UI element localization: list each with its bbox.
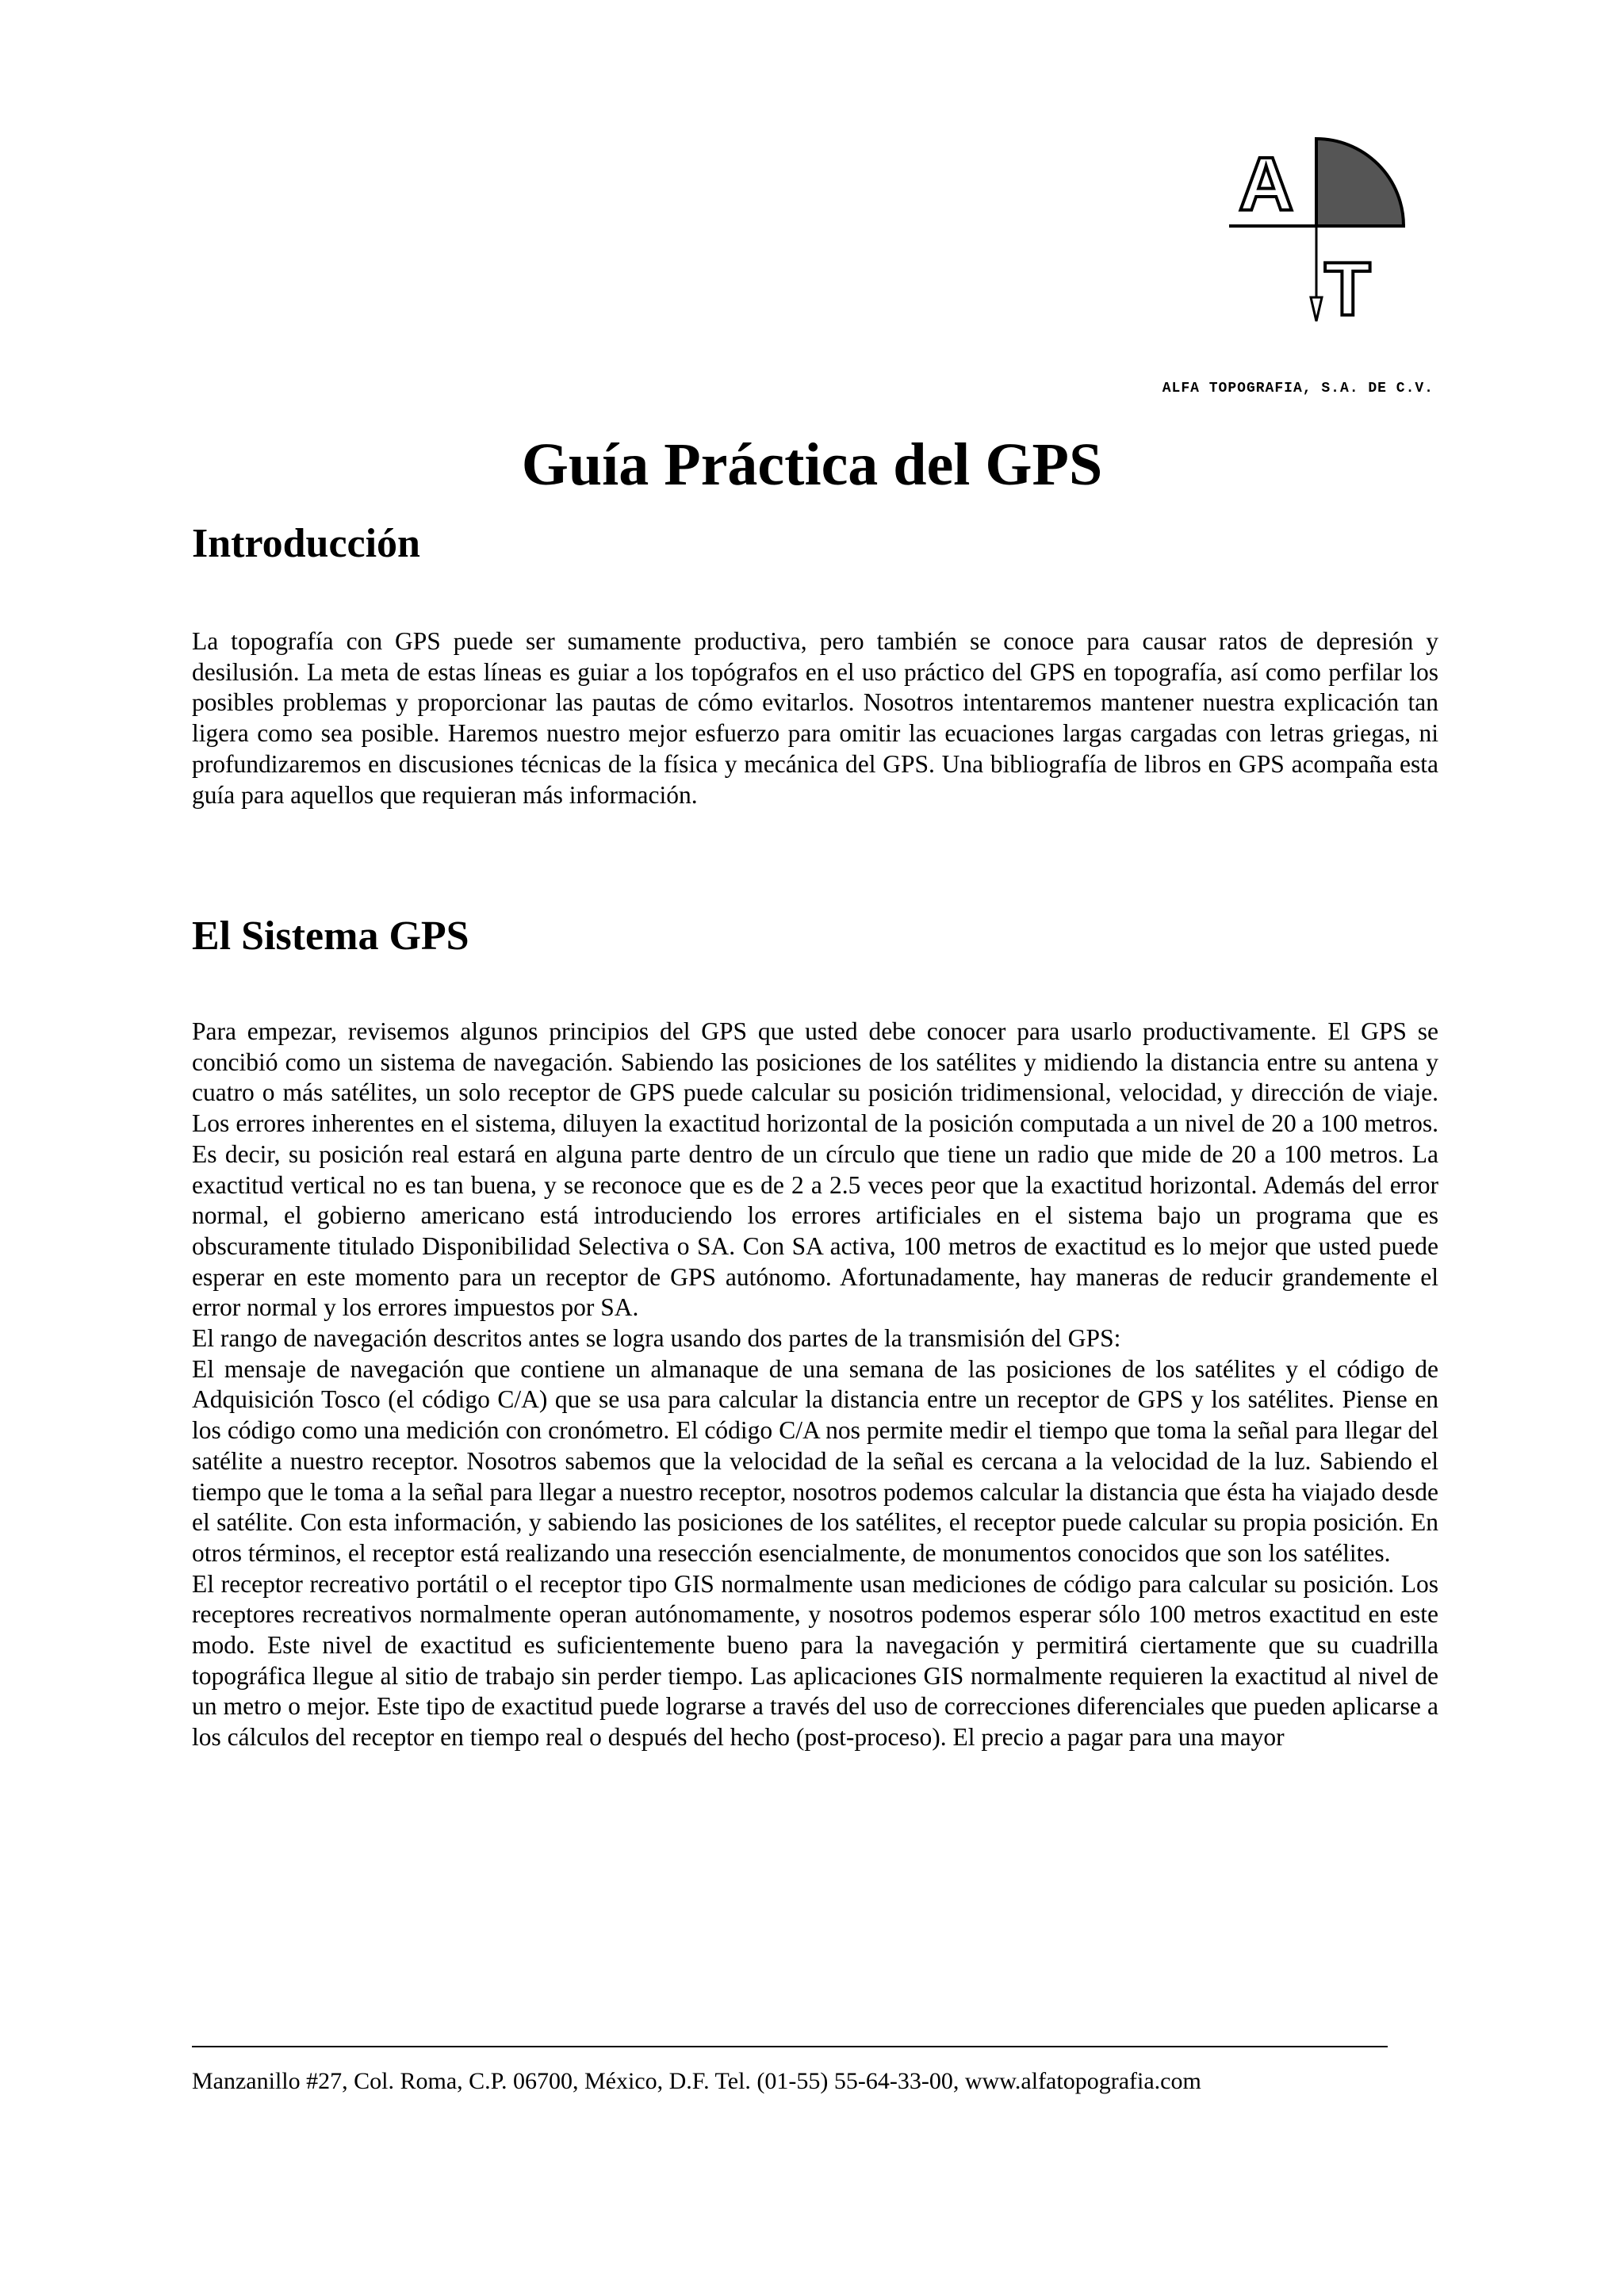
section-heading-sistema: El Sistema GPS (192, 913, 469, 959)
company-name: ALFA TOPOGRAFIA, S.A. DE C.V. (1162, 381, 1434, 396)
page-title: Guía Práctica del GPS (521, 431, 1103, 498)
footer-address: Manzanillo #27, Col. Roma, C.P. 06700, México, D.F. Tel. (01-55) 55-64-33-00, www.alfatopografia.com (192, 2068, 1201, 2094)
section-heading-intro: Introducción (192, 521, 420, 566)
logo-letter-t: T (1324, 247, 1371, 331)
intro-paragraph: La topografía con GPS puede ser sumamente productiva, pero también se conoce para causar ratos de depresión y desilusión. La meta de estas líneas es guiar a los topógrafos en el uso práctico del GPS en topografía, así como perfilar los posibles problemas y proporcionar las pautas de cómo evitarlos. Nosotros intentaremos mantener nuestra explicación tan ligera como sea posible. Haremos nuestro mejor esfuerzo para omitir las ecuaciones largas cargadas con letras griegas, ni profundizaremos en discusiones técnicas de la física y mecánica del GPS. Una bibliografía de libros en GPS acompaña esta guía para aquellos que requieran más información. (192, 627, 1438, 809)
footer-divider (192, 2046, 1388, 2047)
company-logo (1221, 131, 1427, 337)
sistema-paragraph: El rango de navegación descritos antes se logra usando dos partes de la transmisión del GPS: (192, 1324, 1121, 1353)
sistema-body (192, 1017, 1438, 1753)
sistema-paragraph: El mensaje de navegación que contiene un almanaque de una semana de las posiciones de los satélites y el código de Adquisición Tosco (el código C/A) que se usa para calcular la distancia entre un receptor de GPS y los satélites. Piense en los código como una medición con cronómetro. El código C/A nos permite medir el tiempo que toma la señal para llegar del satélite a nuestro receptor. Nosotros sabemos que la velocidad de la señal es cercana a la velocidad de la luz. Sabiendo el tiempo que le toma a la señal para llegar a nuestro receptor, nosotros podemos calcular la distancia que ésta ha viajado desde el satélite. Con esta información, y sabiendo las posiciones de los satélites, el receptor puede calcular su propia posición. En otros términos, el receptor está realizando una resección esencialmente, de monumentos conocidos que son los satélites. (192, 1354, 1438, 1567)
sistema-paragraph: El receptor recreativo portátil o el receptor tipo GIS normalmente usan mediciones de código para calcular su posición. Los receptores recreativos normalmente operan autónomamente, y nosotros podemos esperar sólo 100 metros exactitud en este modo. Este nivel de exactitud es suficientemente bueno para la navegación y permitirá ciertamente que su cuadrilla topográfica llegue al sitio de trabajo sin perder tiempo. Las aplicaciones GIS normalmente requieren la exactitud al nivel de un metro o mejor. Este tipo de exactitud puede lograrse a través del uso de correcciones diferenciales que pueden aplicarse a los cálculos del receptor en tiempo real o después del hecho (post-proceso). El precio a pagar para una mayor (192, 1569, 1438, 1752)
logo-letter-a: A (1239, 142, 1294, 227)
sistema-paragraph: Para empezar, revisemos algunos principios del GPS que usted debe conocer para usarlo productivamente. El GPS se concibió como un sistema de navegación. Sabiendo las posiciones de los satélites y midiendo la distancia entre su antena y cuatro o más satélites, un solo receptor de GPS puede calcular su posición tridimensional, velocidad, y dirección de viaje. Los errores inherentes en el sistema, diluyen la exactitud horizontal de la posición computada a un nivel de 20 a 100 metros. Es decir, su posición real estará en alguna parte dentro de un círculo que tiene un radio que mide de 20 a 100 metros. La exactitud vertical no es tan buena, y se reconoce que es de 2 a 2.5 veces peor que la exactitud horizontal. Además del error normal, el gobierno americano está introduciendo los errores artificiales en el sistema bajo un programa que es obscuramente titulado Disponibilidad Selectiva o SA. Con SA activa, 100 metros de exactitud es lo mejor que usted puede esperar en este momento para un receptor de GPS autónomo. Afortunadamente, hay maneras de reducir grandemente el error normal y los errores impuestos por SA. (192, 1017, 1438, 1322)
